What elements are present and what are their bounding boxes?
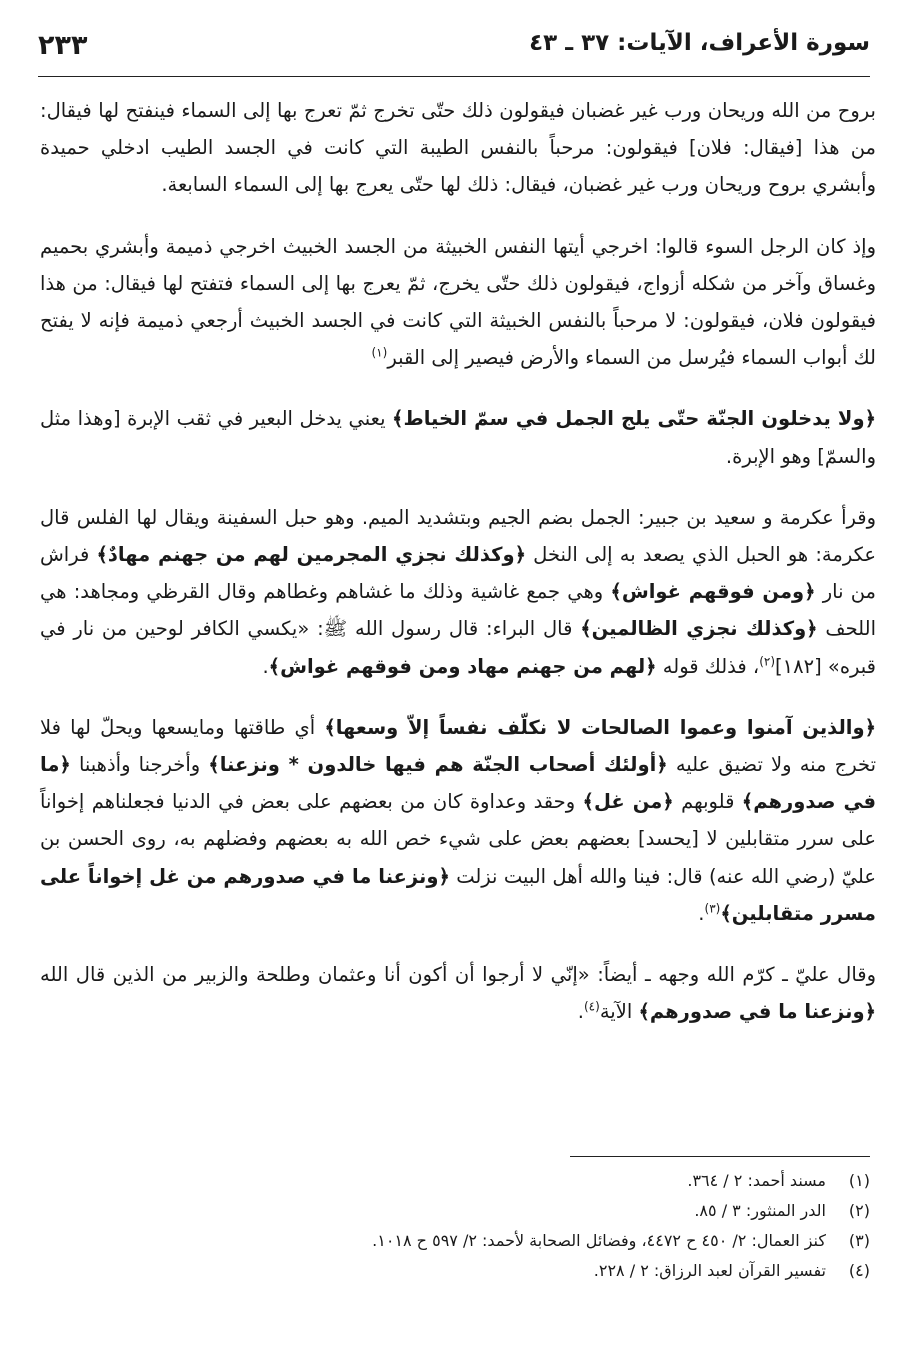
page-header <box>38 30 870 74</box>
text-run: ، فذلك قوله <box>656 654 760 678</box>
text-run: وقال عليّ ـ كرّم الله وجهه ـ أيضاً: «إنّي لا أرجوا أن أكون أنا وعثمان وطلحة والزبير من الذين قال الله <box>40 963 876 987</box>
quran-verse: ﴿لهم من جهنم مهاد ومن فوقهم غواش﴾ <box>268 654 657 678</box>
footnote-text: الدر المنثور: ٣ / ٨٥. <box>694 1201 826 1220</box>
footnotes <box>40 1166 870 1286</box>
text-run: فراش من نار <box>40 543 876 604</box>
paragraph <box>40 956 876 1030</box>
text-run: وأخرجنا وأذهبنا <box>70 753 209 777</box>
footnote-text: كنز العمال: ٢/ ٤٥٠ ح ٤٤٧٢، وفضائل الصحابة لأحمد: ٢/ ٥٩٧ ح ١٠١٨. <box>372 1231 826 1250</box>
paragraph <box>40 228 876 377</box>
quran-verse: ﴿من غل﴾ <box>582 790 674 814</box>
footnote <box>40 1256 870 1286</box>
footnote-text: تفسير القرآن لعبد الرزاق: ٢ / ٢٢٨. <box>593 1261 826 1280</box>
text-run: أي طاقتها ومايسعها ويحلّ لها فلا تخرج منه ولا تضيق عليه <box>40 715 877 777</box>
quran-verse: ﴿ومن فوقهم غواش﴾ <box>610 580 816 604</box>
footnote-text: مسند أحمد: ٢ / ٣٦٤. <box>687 1171 826 1190</box>
footnote-reference: (١) <box>371 345 388 360</box>
running-title: سورة الأعراف، الآيات: ٣٧ ـ ٤٣ <box>529 30 870 56</box>
footnote <box>40 1196 870 1226</box>
text-run: قلوبهم <box>673 790 742 814</box>
text-run: . <box>577 1000 584 1024</box>
text-run: يعني يدخل البعير في ثقب الإبرة [وهذا مثل والسمّ] وهو الإبرة. <box>40 407 876 468</box>
quran-verse: ﴿وكذلك نجزي المجرمين لهم من جهنم مهادٌ﴾ <box>96 543 526 567</box>
footnote-number: (٢) <box>848 1201 870 1220</box>
paragraph <box>40 92 876 204</box>
footnote-reference: (٣) <box>704 901 721 916</box>
footnote <box>40 1226 870 1256</box>
text-run: وحقد وعداوة كان من بعضهم على بعض في الدنيا فجعلناهم إخواناً على سرر متقابلين لا [يحسد] بعضهم بعض على شيء خص الله به بعضهم وفضلهم به، روى الحسن بن عليّ (رضي الله عنه) قال: فينا والله أهل البيت نزلت <box>40 790 876 888</box>
paragraph <box>40 499 876 685</box>
text-run: بروح من الله وريحان ورب غير غضبان فيقولون ذلك حتّى تخرج ثمّ تعرج بها إلى السماء فينفتح لها فيقال: من هذا [فيقال: فلان] فيقولون: مرحباً بالنفس الطيبة التي كانت في الجسد الطيب ادخلي حميدة وأبشري بروح وريحان ورب غير غضبان، فيقال: ذلك لها حتّى يعرج بها إلى السماء السابعة. <box>40 99 876 197</box>
paragraph <box>40 400 876 474</box>
text-run: وهي جمع غاشية وذلك ما غشاهم وغطاهم وقال القرظي ومجاهد: هي اللحف <box>40 580 876 641</box>
text-run: وإذ كان الرجل السوء قالوا: اخرجي أيتها النفس الخبيثة من الجسد الخبيث اخرجي ذميمة وأبشري بحميم وغساق وآخر من شكله أزواج، فيقولون ذلك حتّى يخرج، ثمّ يعرج بها إلى السماء فتفتح لها فيقال: من هذا فيقولون فلان، فيقولون: لا مرحباً بالنفس الخبيثة التي كانت في الجسد الخبيث أرجعي ذميمة فإنه لا يفتح لك أبواب السماء فيُرسل من السماء والأرض فيصير إلى القبر <box>40 234 876 370</box>
header-divider <box>38 76 870 77</box>
footnote-reference: (٤) <box>583 999 600 1014</box>
quran-verse: ﴿والذين آمنوا وعموا الصالحات لا نكلّف نفساً إلاّ وسعها﴾ <box>324 715 876 739</box>
quran-verse: ﴿وكذلك نجزي الظالمين﴾ <box>580 617 818 641</box>
text-run: قال البراء: قال رسول الله ﷺ: «يكسي الكافر لوحين من نار في قبره» [١٨٢] <box>40 617 876 678</box>
footnote-number: (٤) <box>848 1261 870 1280</box>
main-text <box>40 92 876 1030</box>
text-run: . <box>698 901 705 925</box>
footnote-number: (٣) <box>848 1231 870 1250</box>
quran-verse: ﴿ونزعنا ما في صدورهم﴾ <box>638 1000 876 1024</box>
quran-verse: ﴿ولا يدخلون الجنّة حتّى يلج الجمل في سمّ الخياط﴾ <box>392 407 876 431</box>
footnote-reference: (٢) <box>759 654 776 669</box>
quran-verse: ﴿ما في صدورهم﴾ <box>40 753 876 814</box>
quran-verse: ﴿ونزعنا ما في صدورهم من غل إخواناً على مسرر متقابلين﴾ <box>40 864 876 925</box>
page-number: ٢٣٣ <box>38 30 88 61</box>
footnote-divider <box>570 1156 870 1157</box>
footnote-number: (١) <box>848 1171 870 1190</box>
text-run: . <box>262 654 269 678</box>
text-run: الآية <box>599 1000 639 1024</box>
text-run: وقرأ عكرمة و سعيد بن جبير: الجمل بضم الجيم وبتشديد الميم. وهو حبل السفينة ويقال لها الفلس قال عكرمة: هو الحبل الذي يصعد به إلى النخل <box>40 505 876 567</box>
paragraph <box>40 709 876 932</box>
quran-verse: ﴿أولئك أصحاب الجنّة هم فيها خالدون * ونزعنا﴾ <box>208 753 668 777</box>
footnote <box>40 1166 870 1196</box>
